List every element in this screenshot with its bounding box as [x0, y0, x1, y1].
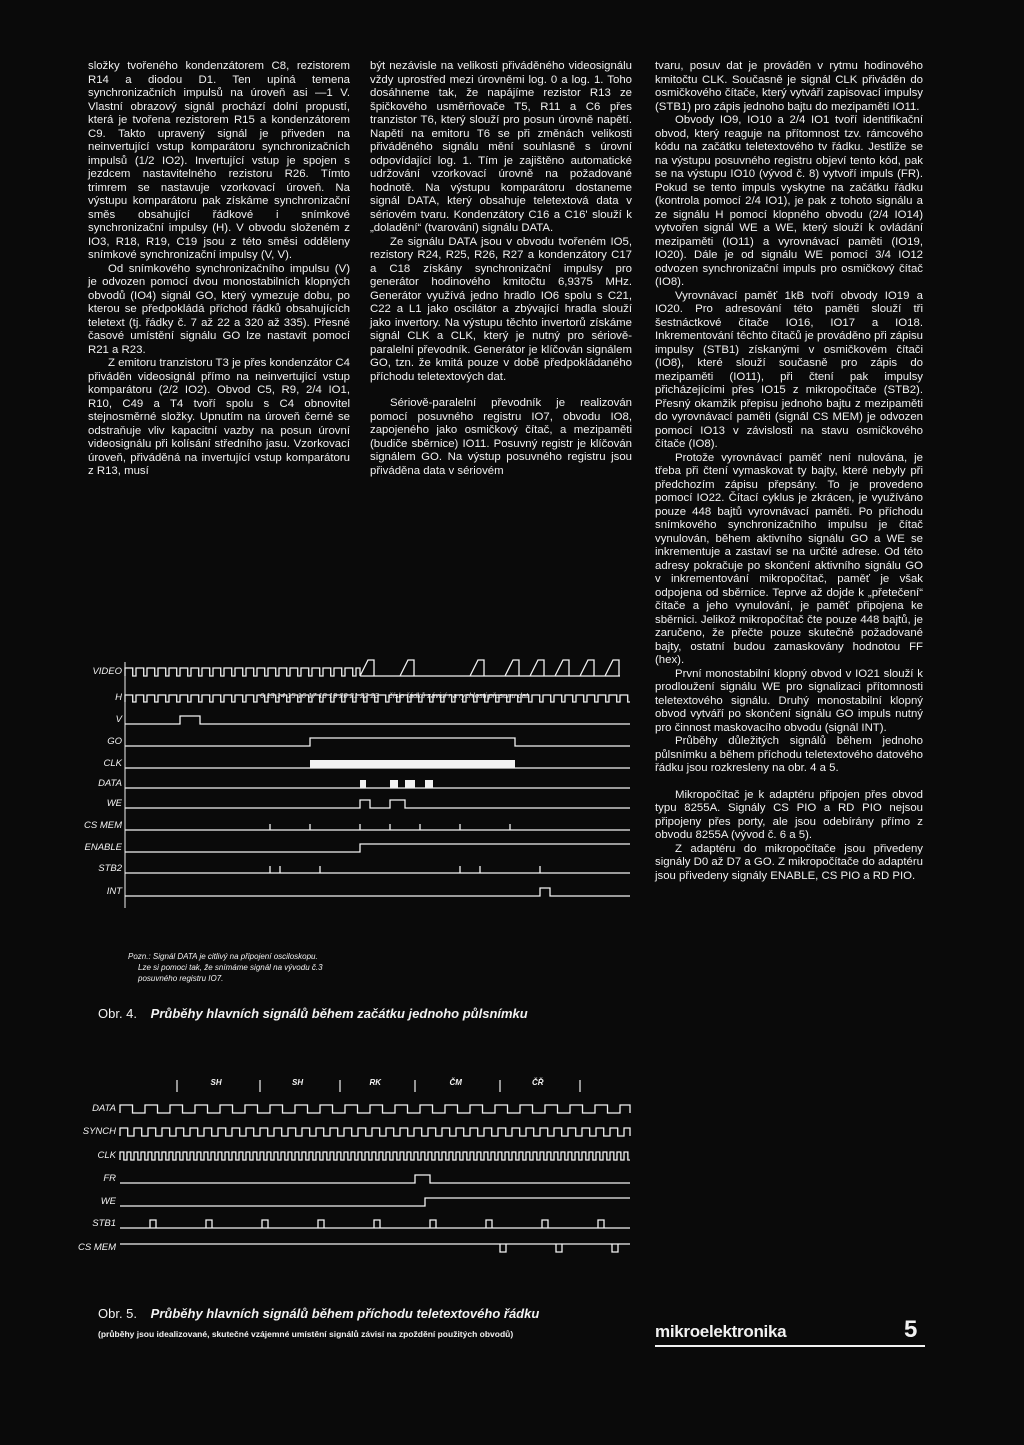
signal-label-int: INT [106, 886, 122, 897]
paragraph: Obvody IO9, IO10 a 2/4 IO1 tvoří identifikační obvod, který reaguje na přítomnost tzv. rámcového kódu na začátku teletextového tv řádku. Jestliže se na výstupu posuvného registru objeví tento kód, pak se na výstupu IO10 (vývod č. 8) vytvoří impuls (FR). Pokud se tento impuls vyskytne na začátku řádku (kontrola pomocí 2/4 IO1), je pak z tohoto signálu a ze signálu H pomocí klopného obvodu (2/4 IO14) vytvořen signál WE a WE, který slouží k ovládání mezipaměti (IO11) a vyrovnávací paměti (IO19, IO20). Dále je od signálu WE pomocí 3/4 IO12 odvozen synchronizační impuls pro osmičkový čítač (IO8). [655, 114, 923, 288]
magazine-name: mikroelektronika [655, 1322, 787, 1341]
segment-label: RK [369, 1078, 382, 1087]
fig5-caption: Obr. 5. Průběhy hlavních signálů během příchodu teletextového řádku [98, 1306, 540, 1321]
page-number: 5 [904, 1316, 918, 1343]
signal-label-video: VIDEO [92, 666, 122, 677]
data-burst [390, 780, 398, 788]
text-column-2 [370, 60, 632, 478]
waveform-video [125, 660, 620, 676]
waveform-int [125, 888, 630, 896]
signal-label-we: WE [100, 1196, 116, 1207]
signal-label-enable: ENABLE [84, 842, 122, 853]
waveform-synch [120, 1128, 630, 1136]
footer-rule [655, 1345, 925, 1347]
data-burst [405, 780, 415, 788]
signal-label-we: WE [106, 798, 122, 809]
paragraph: Z adaptéru do mikropočítače jsou přivedeny signály D0 až D7 a GO. Z mikropočítače do adaptéru jsou přivedeny signály ENABLE, CS PIO a RD PIO. [655, 842, 923, 882]
segment-label: SH [210, 1078, 222, 1087]
segment-label: ČŘ [532, 1078, 544, 1087]
paragraph: Sériově-paralelní převodník je realizován pomocí posuvného registru IO7, obvodu IO8, zapojeného jako osmičkový čítač, a mezipaměti (budiče sběrnice) IO11. Posuvný registr je klíčován signálem GO. Na výstup posuvného registru jsou přiváděna data v sériovém [370, 397, 632, 477]
paragraph: První monostabilní klopný obvod v IO21 slouží k prodloužení signálu WE pro signalizaci přítomnosti teletextového signálu. Druhý monostabilní klopný obvod vytváří po skončení signálu GO impuls nutný pro činnost maskovacího obvodu (signál INT). [655, 667, 923, 734]
signal-label-clk: CLK [97, 1150, 116, 1161]
waveform-data [120, 1105, 630, 1113]
signal-label-v: V [115, 714, 122, 725]
segment-label: SH [292, 1078, 304, 1087]
paragraph: Protože vyrovnávací paměť není nulována, je třeba při čtení vymaskovat ty bajty, které nebyly při předchozím zápisu přepsány. To je provedeno pomocí IO22. Čítací cyklus je zkrácen, je využíváno pouze 448 bajtů vyrovnávací paměti. Po příchodu snímkového synchronizačního impulsu je čítač vynulován, během aktivního signálu GO a WE se inkrementuje a zastaví se na určité adrese. Od této adresy pokračuje po skončení aktivního signálu GO v inkrementování mikropočítač, paměť je však odpojena od sběrnice. Teprve až dojde k „přetečení“ čítače a jeho vynulování, je paměť připojena ke sběrnici. Jelikož mikropočítač čte pouze 448 bajtů, je zaručeno, že přečte pouze skutečně požadované bajty, ostatní budou zamaskovány hodnotou FF (hex). [655, 451, 923, 666]
paragraph: Od snímkového synchronizačního impulsu (V) je odvozen pomocí dvou monostabilních klopných obvodů (IO4) signál GO, který vymezuje dobu, po kterou se předpokládá příchod řádků obsahujících teletext (tj. řádky č. 7 až 22 a 320 až 335). Přesné časové umístění signálu GO lze nastavit pomocí R21 a R23. [88, 262, 350, 356]
signal-label-cs-mem: CS MEM [84, 820, 122, 831]
clk-burst [310, 760, 515, 768]
data-burst [425, 780, 433, 788]
timing-diagram-fig4 [60, 658, 640, 1028]
signal-label-stb2: STB2 [98, 863, 122, 874]
paragraph: Z emitoru tranzistoru T3 je přes kondenzátor C4 přiváděn videosignál přímo na neinvertující vstup komparátoru (2/2 IO2). Obvod C5, R9, 2/4 IO1, R10, C49 a T4 tvoří spolu s C4 obnovitel stejnosměrné složky. Upnutím na úroveň černé se odstraňuje vliv kapacitní vazby na posun úrovní videosignálu při kolísání středního jasu. Vzorkovací úroveň, přiváděná na invertující vstup komparátoru z R13, musí [88, 357, 350, 477]
fig5-waveforms [60, 1068, 640, 1293]
waveform-fr [120, 1175, 630, 1183]
paragraph: Ze signálu DATA jsou v obvodu tvořeném IO5, rezistory R24, R25, R26, R27 a kondenzátory C17 a C18 získány synchronizační impulsy pro generátor hodinového kmitočtu 6,9375 MHz. Generátor využívá jedno hradlo IO6 spolu s C21, C22 a L1 jako oscilátor a zbývající hradla slouží jako invertory. Na výstupu těchto invertorů získáme signál CLK a CLK, který je nutný pro sériově-paralelní převodník. Generátor je klíčován signálem GO, tzn. že kmitá pouze v době předpokládaného příchodu teletextových dat. [370, 235, 632, 383]
segment-label: ČM [449, 1078, 462, 1087]
waveform-stb1 [120, 1220, 630, 1228]
signal-label-synch: SYNCH [82, 1126, 116, 1137]
text-column-1 [88, 60, 350, 479]
paragraph: být nezávisle na velikosti přiváděného videosignálu vždy uprostřed mezi úrovněmi log. 0 a log. 1. Toho dosáhneme tak, že napájíme rezistor R13 ze špičkového usměrňovače T5, R11 a C6 přes tranzistor T6, který slouží pro posun úrovně napětí. Napětí na emitoru T6 se při změnách velikosti přiváděného signálu mění souhlasně s úrovní odpovídající log. 1. Tím je zajištěno automatické udržování vzorkovací úrovně na požadované hodnotě. Na výstupu komparátoru dostaneme signál DATA, který obsahuje teletextová data v sériovém tvaru. Kondenzátory C16 a C16' slouží k „doladění“ (tvarování) signálu DATA. [370, 60, 632, 234]
waveform-go [125, 738, 630, 746]
waveform-we [125, 800, 630, 808]
signal-label-h: H [115, 692, 122, 703]
fig4-line-numbers: 6 13 14 15 16 17 18 19 20 21 22 23 číslo řádků závisí na rychlosti přesunu dat [260, 691, 529, 700]
fig4-note: Pozn.: Signál DATA je citlivý na připojení osciloskopu. Lze si pomoci tak, že snímáme signál na vývodu č.3 posuvného registru IO7. [128, 952, 323, 983]
text-column-3 [655, 60, 923, 883]
signal-label-stb1: STB1 [92, 1218, 116, 1229]
waveform-stb2 [125, 866, 630, 873]
fig4-waveforms [60, 658, 640, 958]
waveform-enable [125, 844, 630, 852]
fig4-caption: Obr. 4. Průběhy hlavních signálů během začátku jednoho půlsnímku [98, 1006, 528, 1021]
signal-label-clk: CLK [103, 758, 122, 769]
waveform-cs-mem [120, 1244, 630, 1252]
paragraph: Mikropočítač je k adaptéru připojen přes obvod typu 8255A. Signály CS PIO a RD PIO nejsou připojeny přes porty, ale jsou odebírány přímo z obvodu 8255A (vývod č. 6 a 5). [655, 788, 923, 841]
signal-label-go: GO [107, 736, 122, 747]
signal-label-cs-mem: CS MEM [78, 1242, 116, 1253]
waveform-v [125, 716, 630, 724]
paragraph: Vyrovnávací paměť 1kB tvoří obvody IO19 a IO20. Pro adresování této paměti slouží tři šestnáctkové čítače IO16, IO17 a IO18. Inkrementování těchto čítačů je prováděno při zápisu impulsy (STB1) získanými v osmičkovém čítači (IO8), které slouží současně pro zápis do mezipaměti (IO11), při čtení pak impulsy přicházejícími přes IO15 z mikropočítače (STB2). Přesný okamžik přepisu jednoho bajtu z mezipaměti do vyrovnávací paměti (signál CS MEM) je odvozen pomocí IO13 v závislosti na stavu osmičkového čítače (IO8). [655, 289, 923, 450]
waveform-clk [120, 1152, 630, 1160]
paragraph: tvaru, posuv dat je prováděn v rytmu hodinového kmitočtu CLK. Současně je signál CLK přiváděn do osmičkového čítače, který vytváří zapisovací impulsy (STB1) pro zápis jednoho bajtu do mezipaměti IO11. [655, 60, 923, 113]
timing-diagram-fig5 [60, 1068, 640, 1293]
waveform-we [120, 1198, 630, 1206]
signal-label-data: DATA [92, 1103, 116, 1114]
signal-label-fr: FR [103, 1173, 116, 1184]
waveform-cs-mem [125, 824, 630, 830]
data-burst [360, 780, 366, 788]
fig5-subnote: (průběhy jsou idealizované, skutečné vzájemné umístění signálů závisí na zpoždění použitých obvodů) [98, 1329, 514, 1339]
paragraph: Průběhy důležitých signálů během jednoho půlsnímku a během příchodu teletextového datového řádku jsou rozkresleny na obr. 4 a 5. [655, 735, 923, 774]
paragraph: složky tvořeného kondenzátorem C8, rezistorem R14 a diodou D1. Ten upíná temena synchronizačních impulsů na úroveň asi —1 V. Vlastní obrazový signál prochází dolní propustí, která je tvořena rezistorem R15 a kondenzátorem C9. Takto upravený signál je přiveden na neinvertující vstup komparátoru synchronizačních impulsů (1/2 IO2). Invertující vstup je spojen s jezdcem nastavitelného rezistoru R26. Tímto trimrem se nastavuje vzorkovací úroveň. Na výstupu komparátoru pak získáme synchronizační směs obsahující řádkové i snímkové synchronizační impulsy (H). V obvodu složeném z IO3, R18, R19, C19 jsou z této směsi odděleny snímkové synchronizační impulsy (V, V). [88, 60, 350, 261]
signal-label-data: DATA [98, 778, 122, 789]
